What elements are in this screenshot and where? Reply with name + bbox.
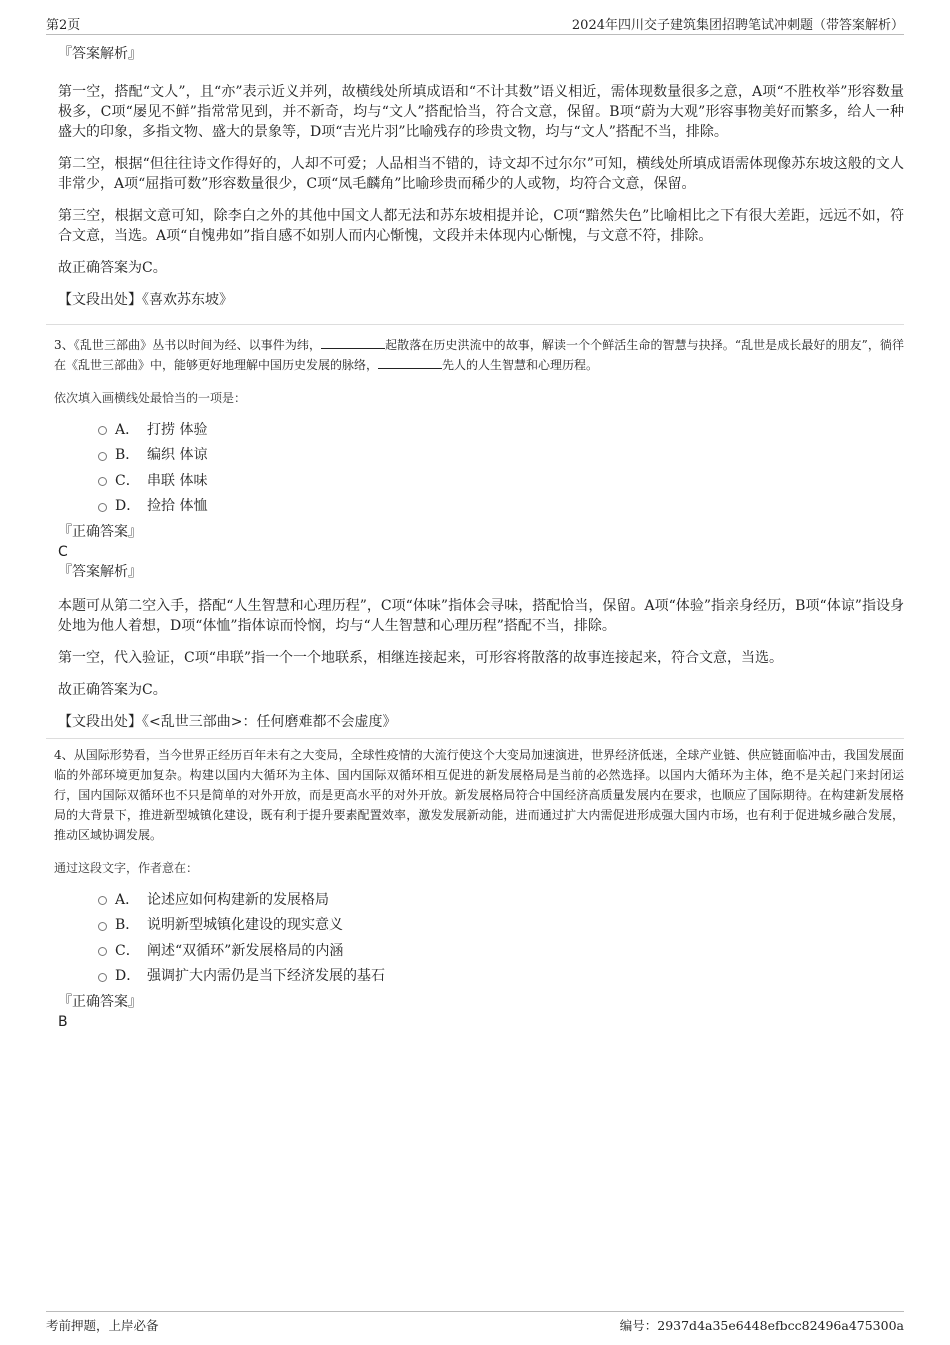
q2-analysis-paragraph-2: 第二空，根据“但往往诗文作得好的，人却不可爱；人品相当不错的，诗文却不过尔尔”可知，横线处所填成语需体现像苏东坡这般的文人非常少，A项“屈指可数”形容数量很少，C项“凤毛麟角”比喻珍贵而稀少的人或物，均符合文意，保留。 xyxy=(58,156,904,192)
q2-analysis-paragraph-3: 第三空，根据文意可知，除李白之外的其他中国文人都无法和苏东坡相提并论，C项“黯然失色”比喻相比之下有很大差距，远远不如，符合文意，当选。A项“自愧弗如”指自感不如别人而内心惭愧，文段并未体现内心惭愧，与文意不符，排除。 xyxy=(58,208,904,244)
page-header xyxy=(46,14,904,35)
option-text: 说明新型城镇化建设的现实意义 xyxy=(147,917,343,934)
option-letter: A． xyxy=(115,891,140,908)
q3-text-part-1: 《乱世三部曲》丛书以时间为经、以事件为纬， xyxy=(73,338,322,352)
q3-option-d[interactable] xyxy=(98,493,904,519)
option-text: 阐述“双循环”新发展格局的内涵 xyxy=(147,942,344,959)
q3-option-a[interactable] xyxy=(98,416,904,442)
q3-option-c[interactable] xyxy=(98,467,904,493)
radio-icon[interactable] xyxy=(98,477,107,486)
option-text: 强调扩大内需仍是当下经济发展的基石 xyxy=(147,968,385,985)
q3-blank-2 xyxy=(378,356,442,369)
option-text: 论述应如何构建新的发展格局 xyxy=(147,891,329,908)
q3-blank-1 xyxy=(321,336,385,349)
q4-options xyxy=(98,886,904,988)
option-text: 串联 体味 xyxy=(147,472,208,489)
source-label: 【文段出处】 xyxy=(58,714,142,730)
q2-analysis-paragraph-1: 第一空，搭配“文人”，且“亦”表示近义并列，故横线处所填成语和“不计其数”语义相近，需体现数量很多之意，A项“不胜枚举”形容数量极多，C项“屡见不鲜”指常常见到，并不新奇，均与“文人”搭配恰当，符合文意，保留。B项“蔚为大观”形容事物美好而繁多，给人一种盛大的印象，多指文物、盛大的景象等，D项“吉光片羽”比喻残存的珍贵文物，均与“文人”搭配不当，排除。 xyxy=(58,84,904,140)
option-text: 捡拾 体恤 xyxy=(147,498,208,515)
q3-analysis-paragraph-1: 本题可从第二空入手，搭配“人生智慧和心理历程”，C项“体味”指体会寻味，搭配恰当，保留。A项“体验”指亲身经历，B项“体谅”指设身处地为他人着想，D项“体恤”指体谅而怜悯，均与“人生智慧和心理历程”搭配不当，排除。 xyxy=(58,598,904,634)
q4-stem xyxy=(54,745,904,845)
option-text: 编织 体谅 xyxy=(147,447,208,464)
q3-number: 3、 xyxy=(54,338,74,352)
q3-analysis-label: 『答案解析』 xyxy=(58,564,142,580)
q4-text: 从国际形势看，当今世界正经历百年未有之大变局，全球性疫情的大流行使这个大变局加速演进，世界经济低迷，全球产业链、供应链面临冲击，我国发展面临的外部环境更加复杂。构建以国内大循环为主体、国内国际双循环相互促进的新发展格局是当前的必然选择。以国内大循环为主体，绝不是关起门来封闭运行，国内国际双循环也不只是简单的对外开放，而是更高水平的对外开放。新发展格局符合中国经济高质量发展内在要求，也顺应了国际期待。在构建新发展格局的大背景下，推进新型城镇化建设，既有利于提升要素配置效率，激发发展新动能，进而通过扩大内需促进形成强大国内市场，也有利于促进城乡融合发展，推动区域协调发展。 xyxy=(54,748,904,842)
radio-icon[interactable] xyxy=(98,896,107,905)
page-number: 第2页 xyxy=(46,18,81,33)
q4-correct-answer: B xyxy=(58,1014,68,1030)
q3-option-b[interactable] xyxy=(98,442,904,468)
option-letter: C． xyxy=(115,942,140,959)
footer-slogan: 考前押题，上岸必备 xyxy=(46,1318,159,1333)
option-letter: D． xyxy=(115,498,141,515)
source-title: 《喜欢苏东坡》 xyxy=(142,292,233,308)
option-text: 打捞 体验 xyxy=(147,421,208,438)
q3-analysis-conclusion: 故正确答案为C。 xyxy=(58,682,167,698)
page-content xyxy=(46,44,904,1032)
option-letter: C． xyxy=(115,472,140,489)
source-label: 【文段出处】 xyxy=(58,292,142,308)
source-title: 《<乱世三部曲>：任何磨难都不会虚度》 xyxy=(142,714,397,730)
q3-prompt: 依次填入画横线处最恰当的一项是： xyxy=(54,391,247,405)
radio-icon[interactable] xyxy=(98,922,107,931)
q3-analysis-paragraph-2: 第一空，代入验证，C项“串联”指一个一个地联系，相继连接起来，可形容将散落的故事连接起来，符合文意，当选。 xyxy=(58,650,784,666)
document-title: 2024年四川交子建筑集团招聘笔试冲刺题（带答案解析） xyxy=(571,18,904,33)
q4-option-d[interactable] xyxy=(98,963,904,989)
q4-prompt: 通过这段文字，作者意在： xyxy=(54,861,199,875)
document-id: 编号：2937d4a35e6448efbcc82496a475300a xyxy=(619,1318,904,1333)
q3-correct-answer: C xyxy=(58,544,68,560)
q4-number: 4、 xyxy=(54,748,74,762)
radio-icon[interactable] xyxy=(98,503,107,512)
option-letter: A． xyxy=(115,421,140,438)
radio-icon[interactable] xyxy=(98,426,107,435)
q4-correct-answer-label: 『正确答案』 xyxy=(58,994,142,1010)
radio-icon[interactable] xyxy=(98,947,107,956)
q4-option-b[interactable] xyxy=(98,912,904,938)
q3-correct-answer-label: 『正确答案』 xyxy=(58,524,142,540)
q2-source xyxy=(58,290,904,310)
radio-icon[interactable] xyxy=(98,452,107,461)
page-footer xyxy=(46,1311,904,1334)
q3-text-part-3: 先人的人生智慧和心理历程。 xyxy=(442,358,599,372)
option-letter: B． xyxy=(115,447,140,464)
q2-analysis-label: 『答案解析』 xyxy=(58,46,142,62)
option-letter: D． xyxy=(115,968,141,985)
q3-source xyxy=(58,712,904,732)
option-letter: B． xyxy=(115,917,140,934)
q3-options xyxy=(98,416,904,518)
q4-option-a[interactable] xyxy=(98,886,904,912)
q4-option-c[interactable] xyxy=(98,937,904,963)
q3-text-part-2: 起散落在历史洪流中的故事，解读一个个鲜活生命的智慧与抉择。“乱世是成长最好的朋友”，徜徉在《乱世三部曲》中，能够更好地理解中国历史发展的脉络， xyxy=(54,338,904,372)
q2-analysis-conclusion: 故正确答案为C。 xyxy=(58,260,167,276)
q3-stem xyxy=(54,335,904,375)
radio-icon[interactable] xyxy=(98,973,107,982)
